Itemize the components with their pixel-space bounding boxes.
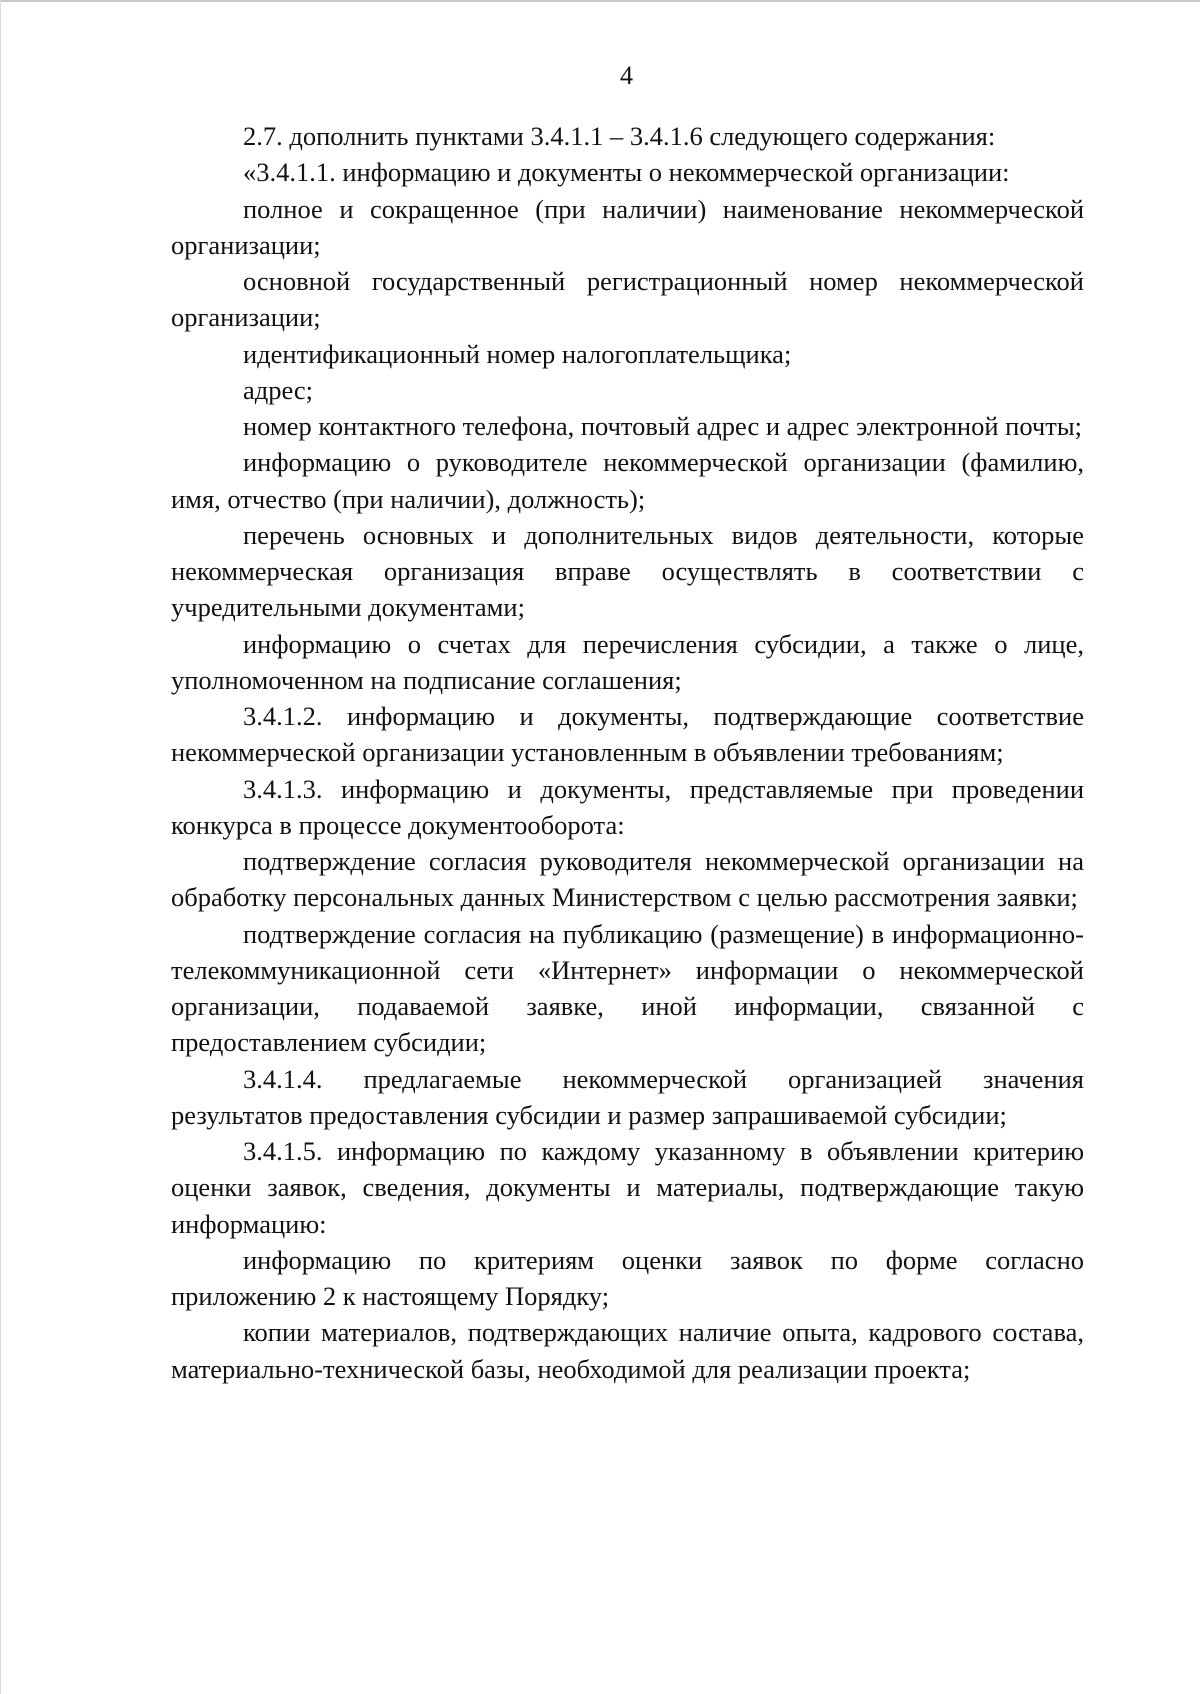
paragraph: «3.4.1.1. информацию и документы о некоммерческой организации:	[243, 157, 1010, 188]
document-body	[171, 118, 1084, 1387]
paragraph: основной государственный регистрационный номер некоммерческой организации;	[171, 266, 1084, 333]
paragraph: 3.4.1.2. информацию и документы, подтверждающие соответствие некоммерческой организации установленным в объявлении требованиям;	[171, 701, 1084, 768]
paragraph: адрес;	[243, 374, 314, 405]
page-number: 4	[620, 61, 633, 90]
paragraph: 2.7. дополнить пунктами 3.4.1.1 – 3.4.1.6 следующего содержания:	[243, 121, 996, 151]
paragraph: 3.4.1.5. информацию по каждому указанному в объявлении критерию оценки заявок, сведения, документы и материалы, подтверждающие такую информацию:	[171, 1136, 1084, 1239]
scan-left-edge	[0, 0, 1, 1694]
paragraph: информацию о руководителе некоммерческой организации (фамилию, имя, отчество (при наличии), должность);	[171, 447, 1084, 514]
paragraph: информацию по критериям оценки заявок по форме согласно приложению 2 к настоящему Порядку;	[171, 1244, 1084, 1311]
paragraph: 3.4.1.4. предлагаемые некоммерческой организацией значения результатов предоставления субсидии и размер запрашиваемой субсидии;	[171, 1063, 1084, 1130]
scan-top-edge	[0, 0, 1200, 2]
paragraph: копии материалов, подтверждающих наличие опыта, кадрового состава, материально-технической базы, необходимой для реализации проекта;	[171, 1317, 1084, 1384]
paragraph: подтверждение согласия на публикацию (размещение) в информационно-телекоммуникационной сети «Интернет» информации о некоммерческой организации, подаваемой заявке, иной информации, связанной с предоставлением субсидии;	[171, 918, 1084, 1058]
paragraph: подтверждение согласия руководителя некоммерческой организации на обработку персональных данных Министерством с целью рассмотрения заявки;	[171, 846, 1084, 913]
paragraph: информацию о счетах для перечисления субсидии, а также о лице, уполномоченном на подписание соглашения;	[171, 628, 1084, 695]
paragraph: 3.4.1.3. информацию и документы, представляемые при проведении конкурса в процессе документооборота:	[171, 773, 1084, 840]
paragraph: идентификационный номер налогоплательщика;	[243, 338, 792, 369]
paragraph: номер контактного телефона, почтовый адрес и адрес электронной почты;	[243, 411, 1082, 441]
paragraph: полное и сокращенное (при наличии) наименование некоммерческой организации;	[171, 193, 1084, 260]
paragraph: перечень основных и дополнительных видов деятельности, которые некоммерческая организация вправе осуществлять в соответствии с учредительными документами;	[171, 519, 1084, 623]
